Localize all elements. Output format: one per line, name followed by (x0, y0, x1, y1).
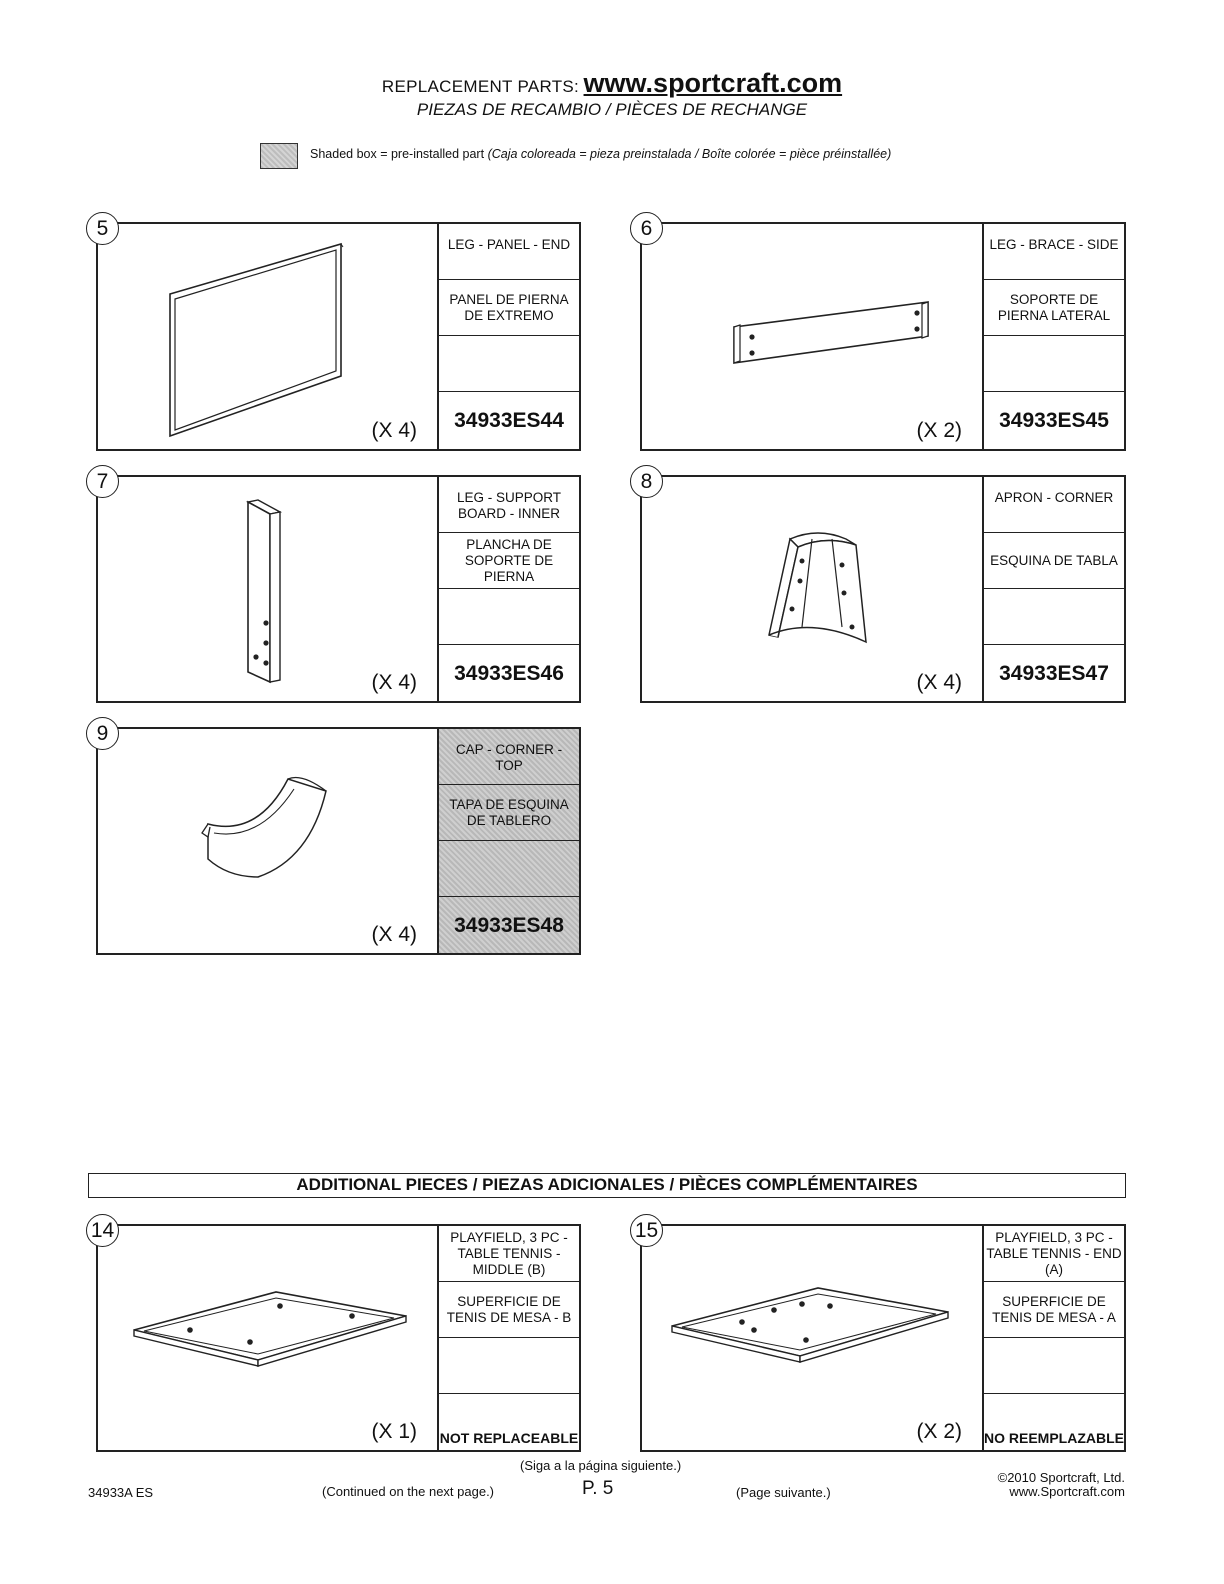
part-name-extra (984, 336, 1124, 392)
part-number-badge: 5 (86, 212, 119, 245)
copyright: ©2010 Sportcraft, Ltd. (997, 1470, 1125, 1485)
part-card-7 (96, 470, 581, 703)
part-name-en: PLAYFIELD, 3 PC - TABLE TENNIS - END (A) (984, 1226, 1124, 1282)
website-link[interactable]: www.sportcraft.com (583, 68, 843, 98)
continued-en: (Continued on the next page.) (322, 1484, 495, 1499)
part-name-extra (439, 1338, 579, 1394)
footer-website[interactable]: www.Sportcraft.com (1009, 1484, 1125, 1499)
page-header (0, 68, 1224, 99)
part-card-6 (640, 217, 1126, 451)
part-name-es: SOPORTE DE PIERNA LATERAL (984, 280, 1124, 336)
part-number-badge: 6 (630, 212, 663, 245)
additional-pieces-banner: ADDITIONAL PIECES / PIEZAS ADICIONALES / PIÈCES COMPLÉMENTAIRES (88, 1173, 1126, 1198)
header-subtitle: PIEZAS DE RECAMBIO / PIÈCES DE RECHANGE (416, 100, 808, 119)
quantity: (X 4) (371, 923, 417, 946)
quantity: (X 4) (371, 671, 417, 694)
part-name-extra (439, 841, 579, 897)
leg-panel-end-illustration (98, 224, 438, 449)
part-info-table (982, 477, 1124, 701)
part-code: 34933ES47 (999, 661, 1109, 685)
part-card-8 (640, 470, 1126, 703)
part-name-extra (439, 336, 579, 392)
part-name-es: PLANCHA DE SOPORTE DE PIERNA (439, 533, 579, 589)
part-info-table (437, 224, 579, 449)
cap-corner-top-illustration (98, 729, 438, 954)
part-number-badge: 8 (630, 465, 663, 498)
part-info-table (437, 1226, 579, 1450)
part-number-badge: 15 (630, 1214, 663, 1247)
part-name-es: ESQUINA DE TABLA (984, 533, 1124, 589)
legend-text (310, 147, 891, 161)
quantity: (X 2) (916, 1420, 962, 1443)
part-name-en: CAP - CORNER - TOP (439, 729, 579, 785)
part-code: NO REEMPLAZABLE (984, 1430, 1124, 1446)
part-name-extra (439, 589, 579, 645)
part-card-14 (90, 1219, 581, 1452)
part-code: 34933ES45 (999, 408, 1109, 432)
doc-code: 34933A ES (88, 1485, 154, 1500)
playfield-end-illustration (642, 1226, 986, 1451)
part-name-en: LEG - SUPPORT BOARD - INNER (439, 477, 579, 533)
header-label: REPLACEMENT PARTS: (381, 77, 580, 96)
part-name-en: LEG - BRACE - SIDE (984, 224, 1124, 280)
continued-fr: (Page suivante.) (736, 1485, 831, 1500)
part-code: 34933ES44 (454, 408, 564, 432)
shaded-legend-swatch (260, 143, 298, 169)
quantity: (X 4) (371, 419, 417, 442)
quantity: (X 2) (916, 419, 962, 442)
part-card-5 (96, 217, 581, 451)
legend-translation: (Caja coloreada = pieza preinstalada / Boîte colorée = pièce préinstallée) (487, 147, 892, 161)
part-number-badge: 14 (86, 1214, 119, 1247)
leg-brace-side-illustration (642, 224, 986, 449)
part-number-badge: 9 (86, 717, 119, 750)
part-code: 34933ES46 (454, 661, 564, 685)
part-card-9 (96, 722, 581, 955)
legend-main: Shaded box = pre-installed part (310, 147, 485, 161)
quantity: (X 4) (916, 671, 962, 694)
part-name-extra (984, 589, 1124, 645)
playfield-middle-illustration (98, 1226, 438, 1451)
part-info-table (982, 224, 1124, 449)
part-name-es: SUPERFICIE DE TENIS DE MESA - A (984, 1282, 1124, 1338)
apron-corner-illustration (642, 477, 986, 702)
part-number-badge: 7 (86, 465, 119, 498)
quantity: (X 1) (371, 1420, 417, 1443)
leg-support-board-inner-illustration (98, 477, 438, 702)
continued-es: (Siga a la página siguiente.) (520, 1458, 682, 1473)
part-info-table (982, 1226, 1124, 1450)
part-code: 34933ES48 (454, 913, 564, 937)
part-name-es: TAPA DE ESQUINA DE TABLERO (439, 785, 579, 841)
part-name-en: APRON - CORNER (984, 477, 1124, 533)
part-code: NOT REPLACEABLE (439, 1430, 579, 1446)
part-name-en: PLAYFIELD, 3 PC - TABLE TENNIS - MIDDLE (B) (439, 1226, 579, 1282)
part-name-extra (984, 1338, 1124, 1394)
page-number: P. 5 (582, 1478, 614, 1499)
part-info-table (437, 729, 579, 953)
part-name-es: SUPERFICIE DE TENIS DE MESA - B (439, 1282, 579, 1338)
part-info-table (437, 477, 579, 701)
part-name-es: PANEL DE PIERNA DE EXTREMO (439, 280, 579, 336)
part-card-15 (634, 1219, 1126, 1452)
part-name-en: LEG - PANEL - END (439, 224, 579, 280)
